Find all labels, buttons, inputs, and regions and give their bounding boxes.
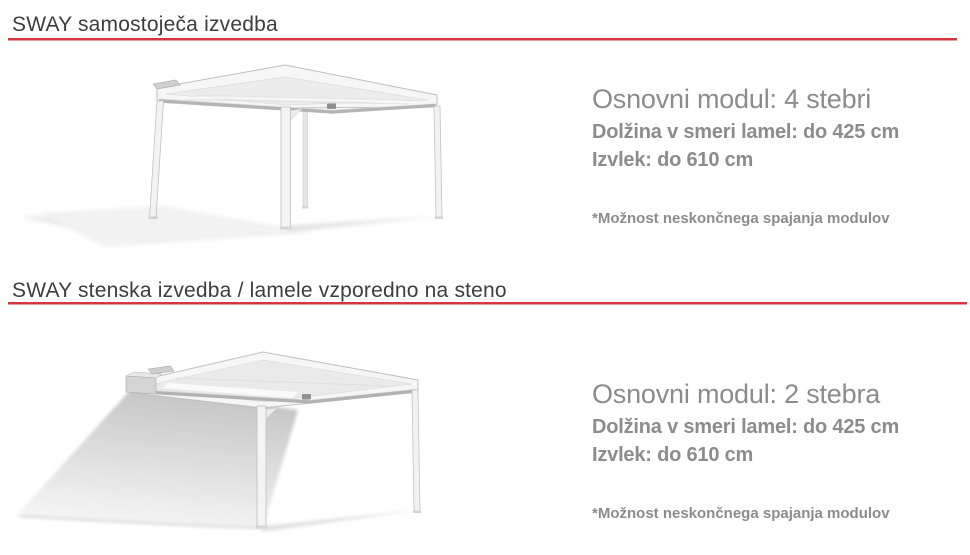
- pergola-wall-render: [10, 330, 570, 550]
- ground-shadow-line: [261, 510, 420, 532]
- pergola-right-post: [434, 106, 442, 218]
- pergola-front-post: [281, 107, 291, 228]
- wall-bracket: [126, 376, 156, 394]
- beam-bracket: [327, 104, 336, 110]
- right-post-foot: [413, 511, 421, 514]
- front-post-foot: [256, 526, 268, 529]
- spec-block-freestanding: [592, 84, 964, 228]
- right-post-foot: [435, 217, 443, 220]
- front-post-foot: [280, 227, 292, 230]
- pergola-front-post: [257, 406, 266, 527]
- module-title: Osnovni modul: 2 stebra: [592, 379, 881, 409]
- pergola-back-post: [303, 105, 308, 208]
- pergola-freestanding-render: [10, 55, 570, 255]
- motor-box: [148, 366, 174, 374]
- pergola-right-post: [412, 390, 420, 512]
- ground-shadow-line: [287, 216, 442, 232]
- spec-length: Dolžina v smeri lamel: do 425 cm: [592, 121, 900, 143]
- spec-block-wall: [592, 379, 964, 523]
- pergola-left-post: [150, 101, 164, 218]
- module-title: Osnovni modul: 4 stebri: [592, 84, 872, 114]
- spec-footnote: *Možnost neskončnega spajanja modulov: [592, 505, 890, 522]
- spec-length: Dolžina v smeri lamel: do 425 cm: [592, 416, 900, 438]
- section-heading-freestanding: SWAY samostoječa izvedba: [12, 13, 278, 36]
- ground-shadow-soft: [40, 206, 310, 247]
- section-heading-wall: SWAY stenska izvedba / lamele vzporedno na steno: [12, 279, 507, 302]
- back-post-foot: [302, 206, 309, 209]
- left-post-foot: [149, 217, 158, 220]
- red-divider: [8, 302, 967, 304]
- spec-extension: Izvlek: do 610 cm: [592, 149, 754, 171]
- spec-footnote: *Možnost neskončnega spajanja modulov: [592, 210, 890, 227]
- beam-bracket: [302, 394, 311, 400]
- red-divider: [8, 38, 957, 40]
- spec-extension: Izvlek: do 610 cm: [592, 444, 754, 466]
